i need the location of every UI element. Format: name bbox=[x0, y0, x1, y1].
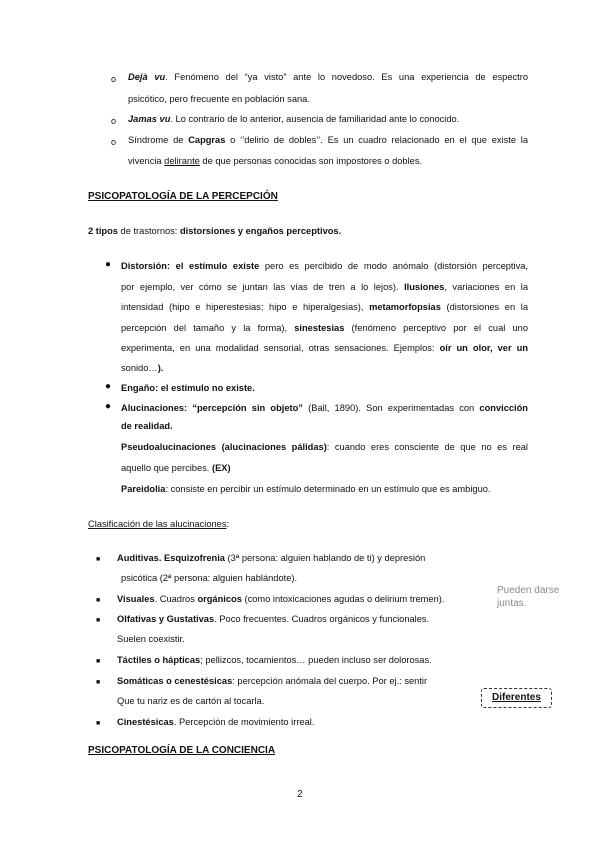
note-diferentes-box: Diferentes bbox=[481, 688, 552, 708]
cinestesicas-line: Cinestésicas. Percepción de movimiento irreal. bbox=[117, 717, 315, 727]
bullet-square: ■ bbox=[96, 597, 101, 604]
pseudo-line-2: aquello que percibes. (EX) bbox=[121, 463, 231, 473]
engano-line: Engaño: el estímulo no existe. bbox=[121, 383, 255, 393]
tactiles-line: Táctiles o hápticas; pellizcos, tocamientos… pueden incluso ser dolorosas. bbox=[117, 655, 432, 665]
alucinaciones-line-2: de realidad. bbox=[121, 421, 173, 431]
bullet-square: ■ bbox=[96, 556, 101, 563]
olfativas-line-1: Olfativas y Gustativas. Poco frecuentes. Cuadros orgánicos y funcionales. bbox=[117, 614, 430, 624]
distorsion-line-2: por ejemplo, ver cómo se juntan las vías de tren a lo lejos). Ilusiones, variaciones en la bbox=[121, 282, 528, 292]
dejavu-line-2: psicótico, pero frecuente en población sana. bbox=[128, 94, 310, 104]
distorsion-line-3: intensidad (hipo e hiperestesias; hipo e hiperalgesias), metamorfopsias (distorsiones en la bbox=[121, 302, 528, 312]
bullet-square: ■ bbox=[96, 679, 101, 686]
bullet-circle: o bbox=[111, 137, 117, 147]
page-number: 2 bbox=[297, 789, 303, 800]
section-heading-percepcion: PSICOPATOLOGÍA DE LA PERCEPCIÓN bbox=[88, 191, 278, 202]
clasificacion-heading: Clasificación de las alucinaciones: bbox=[88, 519, 230, 529]
distorsion-line-6: sonido…). bbox=[121, 363, 164, 373]
distorsion-line-1: Distorsión: el estímulo existe pero es percibido de modo anómalo (distorsión perceptiva, bbox=[121, 261, 528, 271]
jamasvu-line: Jamas vu. Lo contrario de lo anterior, ausencia de familiaridad ante lo conocido. bbox=[128, 114, 460, 124]
distorsion-line-5: experimenta, en una modalidad sensorial, otras sensaciones. Ejemplos: oír un olor, ver un bbox=[121, 343, 529, 353]
bullet-square: ■ bbox=[96, 720, 101, 727]
note-pueden-darse-juntas: Pueden darse juntas. bbox=[497, 585, 560, 609]
somaticas-line-1: Somáticas o cenestésicas: percepción anómala del cuerpo. Por ej.: sentir bbox=[117, 676, 428, 686]
dejavu-line-1: Dejà vu. Fenómeno del “ya visto” ante lo novedoso. Es una experiencia de espectro bbox=[128, 72, 528, 82]
auditivas-line-2: psicótica (2ª persona: alguien hablándote). bbox=[121, 573, 298, 583]
pseudo-line-1: Pseudoalucinaciones (alucinaciones pálidas): cuando eres consciente de que no es real bbox=[121, 442, 528, 452]
bullet-square: ■ bbox=[96, 658, 101, 665]
capgras-line-1: Síndrome de Capgras o ‘’delirio de dobles’’. Es un cuadro relacionado en el que existe la bbox=[128, 135, 528, 145]
auditivas-line-1: Auditivas. Esquizofrenia (3ª persona: alguien hablando de ti) y depresión bbox=[117, 553, 426, 563]
alucinaciones-line-1: Alucinaciones: “percepción sin objeto” (Ball, 1890). Son experimentadas con convicción bbox=[121, 403, 528, 413]
bullet-circle: o bbox=[111, 116, 117, 126]
section-heading-conciencia: PSICOPATOLOGÍA DE LA CONCIENCIA bbox=[88, 745, 276, 756]
olfativas-line-2: Suelen coexistir. bbox=[117, 634, 185, 644]
visuales-line: Visuales. Cuadros orgánicos (como intoxicaciones agudas o delirium tremen). bbox=[117, 594, 445, 604]
bullet-circle: o bbox=[111, 74, 117, 84]
bullet-square: ■ bbox=[96, 617, 101, 624]
capgras-line-2: vivencia delirante de que personas conocidas son impostores o dobles. bbox=[128, 156, 423, 166]
intro-line: 2 tipos de trastornos: distorsiones y engaños perceptivos. bbox=[88, 226, 342, 236]
bullet-dot: ● bbox=[105, 259, 112, 270]
bullet-dot: ● bbox=[105, 381, 112, 392]
somaticas-line-2: Que tu nariz es de cartón al tocarla. bbox=[117, 696, 265, 706]
distorsion-line-4: percepción del tamaño y la forma), sinestesias (fenómeno perceptivo por el cual uno bbox=[121, 323, 528, 333]
pareidolia-line: Pareidolia: consiste en percibir un estímulo determinado en un estímulo que es ambiguo. bbox=[121, 484, 491, 494]
bullet-dot: ● bbox=[105, 401, 112, 412]
